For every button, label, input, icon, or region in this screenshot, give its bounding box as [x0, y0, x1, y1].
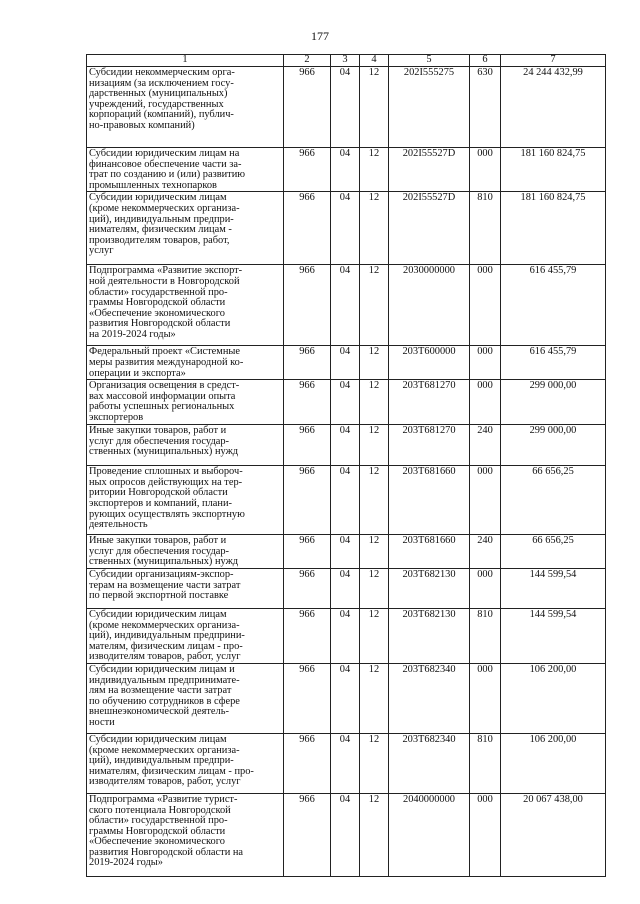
admin-code-cell — [284, 380, 331, 425]
row-name-cell-text: Организация освещения в средст- вах массовой информации опыта работы успешных региональных экспортеров — [89, 380, 240, 423]
subsection-code-cell-text: 12 — [368, 192, 380, 204]
table-row — [87, 67, 606, 148]
subsection-code-cell-text: 12 — [368, 346, 380, 358]
admin-code-cell-text: 966 — [299, 425, 315, 437]
row-name-cell-text: Федеральный проект «Системные меры развития международной ко- операции и экспорта» — [89, 346, 244, 379]
subsection-code-cell-text: 12 — [368, 148, 380, 159]
row-name-cell — [87, 380, 284, 425]
expense-type-cell — [470, 67, 501, 148]
row-name-cell-text: Субсидии юридическим лицам (кроме некоммерческих организа- ций), индивидуальным предприни- мателям, физическим лицам - про- изводителям товаров, работ, услуг — [89, 608, 245, 663]
row-name-cell-text: Подпрограмма «Развитие экспорт- ной деятельности в Новгородской области» государственной про- граммы Новгородской области «Обеспечение экономического развития Новгородской области на 2019-2024 годы» — [89, 265, 243, 340]
target-article-cell-text: 203T600000 — [402, 346, 456, 358]
row-name-cell — [87, 67, 284, 148]
section-code-cell-text: 04 — [339, 663, 351, 675]
amount-cell-text: 24 244 432,99 — [523, 67, 583, 78]
table-row — [87, 535, 606, 569]
admin-code-cell — [284, 568, 331, 608]
section-code-cell-text: 04 — [339, 466, 351, 478]
target-article-cell-text: 203T682130 — [402, 568, 456, 580]
target-article-cell — [389, 733, 470, 793]
header-cell: 4 — [360, 55, 389, 67]
subsection-code-cell-text: 12 — [368, 568, 380, 580]
row-name-cell — [87, 535, 284, 569]
table-row — [87, 346, 606, 380]
admin-code-cell-text: 966 — [299, 568, 315, 580]
expense-type-cell — [470, 535, 501, 569]
expense-type-cell — [470, 380, 501, 425]
target-article-cell-text: 2040000000 — [403, 793, 455, 805]
section-code-cell — [331, 466, 360, 535]
section-code-cell — [331, 425, 360, 466]
subsection-code-cell-text: 12 — [368, 265, 380, 277]
target-article-cell-text: 203T682340 — [402, 733, 456, 745]
expense-type-cell — [470, 568, 501, 608]
admin-code-cell-text: 966 — [299, 663, 315, 675]
amount-cell-text: 299 000,00 — [529, 380, 577, 392]
section-code-cell — [331, 67, 360, 148]
admin-code-cell-text: 966 — [299, 67, 315, 78]
admin-code-cell — [284, 663, 331, 733]
expense-type-cell — [470, 192, 501, 265]
header-cell: 5 — [389, 55, 470, 67]
expense-type-cell — [470, 346, 501, 380]
amount-cell — [501, 733, 606, 793]
admin-code-cell-text: 966 — [299, 535, 315, 547]
page-number: 177 — [311, 29, 329, 43]
table-row — [87, 466, 606, 535]
target-article-cell — [389, 192, 470, 265]
target-article-cell — [389, 67, 470, 148]
subsection-code-cell-text: 12 — [368, 466, 380, 478]
row-name-cell — [87, 265, 284, 346]
budget-table — [86, 54, 606, 877]
section-code-cell-text: 04 — [339, 67, 351, 78]
header-cell: 1 — [87, 55, 284, 67]
admin-code-cell-text: 966 — [299, 192, 315, 204]
amount-cell — [501, 663, 606, 733]
section-code-cell — [331, 568, 360, 608]
row-name-cell — [87, 793, 284, 876]
expense-type-cell-text: 000 — [477, 346, 493, 358]
table-row — [87, 425, 606, 466]
expense-type-cell-text: 240 — [477, 425, 493, 437]
table-row — [87, 265, 606, 346]
subsection-code-cell-text: 12 — [368, 535, 380, 547]
section-code-cell-text: 04 — [339, 265, 351, 277]
amount-cell — [501, 346, 606, 380]
subsection-code-cell-text: 12 — [368, 733, 380, 745]
admin-code-cell — [284, 265, 331, 346]
admin-code-cell-text: 966 — [299, 608, 315, 620]
row-name-cell-text: Подпрограмма «Развитие турист- ского потенциала Новгородской области» государственной про- граммы Новгородской области «Обеспечение экономического развития Новгородской области на 2019-2024 годы» — [89, 793, 244, 869]
target-article-cell — [389, 608, 470, 663]
admin-code-cell-text: 966 — [299, 148, 315, 159]
header-cell: 6 — [470, 55, 501, 67]
amount-cell-text: 616 455,79 — [529, 346, 577, 358]
table-row — [87, 663, 606, 733]
amount-cell — [501, 608, 606, 663]
admin-code-cell — [284, 67, 331, 148]
row-name-cell — [87, 466, 284, 535]
table-row — [87, 568, 606, 608]
amount-cell — [501, 793, 606, 876]
expense-type-cell-text: 000 — [477, 380, 493, 392]
target-article-cell-text: 203T681660 — [402, 466, 456, 478]
subsection-code-cell — [360, 192, 389, 265]
expense-type-cell — [470, 793, 501, 876]
target-article-cell — [389, 265, 470, 346]
amount-cell — [501, 466, 606, 535]
target-article-cell — [389, 663, 470, 733]
header-cell: 7 — [501, 55, 606, 67]
admin-code-cell-text: 966 — [299, 380, 315, 392]
admin-code-cell — [284, 793, 331, 876]
expense-type-cell — [470, 425, 501, 466]
expense-type-cell-text: 000 — [477, 265, 493, 277]
expense-type-cell-text: 000 — [477, 663, 493, 675]
section-code-cell — [331, 148, 360, 192]
subsection-code-cell-text: 12 — [368, 608, 380, 620]
target-article-cell-text: 2030000000 — [403, 265, 455, 277]
row-name-cell-text: Иные закупки товаров, работ и услуг для обеспечения государ- ственных (муниципальных) нужд — [89, 425, 239, 458]
expense-type-cell — [470, 608, 501, 663]
amount-cell-text: 66 656,25 — [532, 535, 574, 547]
subsection-code-cell — [360, 148, 389, 192]
section-code-cell — [331, 535, 360, 569]
expense-type-cell-text: 630 — [477, 67, 493, 78]
table-row — [87, 192, 606, 265]
section-code-cell-text: 04 — [339, 733, 351, 745]
table-row — [87, 793, 606, 876]
row-name-cell-text: Субсидии юридическим лицам на финансовое обеспечение части за- трат по созданию и (или) развитию промышленных технопарков — [89, 148, 246, 191]
section-code-cell-text: 04 — [339, 425, 351, 437]
section-code-cell-text: 04 — [339, 192, 351, 204]
admin-code-cell-text: 966 — [299, 346, 315, 358]
expense-type-cell — [470, 733, 501, 793]
amount-cell — [501, 568, 606, 608]
table-row — [87, 608, 606, 663]
target-article-cell — [389, 380, 470, 425]
target-article-cell — [389, 568, 470, 608]
target-article-cell-text: 203T681270 — [402, 425, 456, 437]
amount-cell-text: 20 067 438,00 — [523, 793, 583, 805]
admin-code-cell — [284, 466, 331, 535]
section-code-cell-text: 04 — [339, 535, 351, 547]
amount-cell-text: 299 000,00 — [529, 425, 577, 437]
admin-code-cell — [284, 425, 331, 466]
admin-code-cell-text: 966 — [299, 265, 315, 277]
subsection-code-cell-text: 12 — [368, 663, 380, 675]
subsection-code-cell — [360, 793, 389, 876]
row-name-cell-text: Субсидии юридическим лицам (кроме некоммерческих организа- ций), индивидуальным предпри- нимателям, физическим лицам - производителям товаров, работ, услуг — [89, 192, 240, 257]
section-code-cell-text: 04 — [339, 793, 351, 805]
expense-type-cell-text: 810 — [477, 192, 493, 204]
admin-code-cell — [284, 148, 331, 192]
amount-cell — [501, 148, 606, 192]
target-article-cell — [389, 148, 470, 192]
section-code-cell-text: 04 — [339, 380, 351, 392]
section-code-cell — [331, 192, 360, 265]
target-article-cell-text: 203T682130 — [402, 608, 456, 620]
amount-cell-text: 616 455,79 — [529, 265, 577, 277]
section-code-cell — [331, 733, 360, 793]
section-code-cell — [331, 793, 360, 876]
table-header-row — [87, 55, 606, 67]
amount-cell — [501, 265, 606, 346]
target-article-cell-text: 202I55527D — [402, 148, 456, 159]
target-article-cell — [389, 793, 470, 876]
amount-cell — [501, 425, 606, 466]
table-row — [87, 148, 606, 192]
subsection-code-cell-text: 12 — [368, 425, 380, 437]
section-code-cell-text: 04 — [339, 608, 351, 620]
expense-type-cell — [470, 265, 501, 346]
section-code-cell — [331, 608, 360, 663]
subsection-code-cell-text: 12 — [368, 67, 380, 78]
expense-type-cell-text: 240 — [477, 535, 493, 547]
section-code-cell — [331, 663, 360, 733]
admin-code-cell-text: 966 — [299, 733, 315, 745]
admin-code-cell — [284, 192, 331, 265]
subsection-code-cell — [360, 535, 389, 569]
amount-cell — [501, 535, 606, 569]
row-name-cell-text: Субсидии юридическим лицам (кроме некоммерческих организа- ций), индивидуальным предпри- нимателям, физическим лицам - про- изводителям товаров, работ, услуг — [89, 733, 254, 788]
section-code-cell — [331, 346, 360, 380]
table-row — [87, 733, 606, 793]
admin-code-cell — [284, 608, 331, 663]
row-name-cell — [87, 346, 284, 380]
amount-cell-text: 106 200,00 — [529, 663, 577, 675]
amount-cell-text: 181 160 824,75 — [520, 148, 586, 159]
amount-cell-text: 144 599,54 — [529, 608, 577, 620]
subsection-code-cell — [360, 380, 389, 425]
section-code-cell — [331, 265, 360, 346]
amount-cell-text: 106 200,00 — [529, 733, 577, 745]
row-name-cell — [87, 733, 284, 793]
row-name-cell-text: Субсидии организациям-экспор- терам на возмещение части затрат по первой экспортной поставке — [89, 568, 241, 602]
row-name-cell-text: Субсидии некоммерческим орга- низациям (за исключением госу- дарственных (муниципальных) учреждений, государственных корпораций (компаний), публич- но-правовых компаний) — [89, 67, 235, 131]
expense-type-cell-text: 810 — [477, 733, 493, 745]
row-name-cell — [87, 425, 284, 466]
subsection-code-cell — [360, 346, 389, 380]
header-cell: 3 — [331, 55, 360, 67]
expense-type-cell-text: 000 — [477, 568, 493, 580]
target-article-cell-text: 202I55527D — [402, 192, 456, 204]
subsection-code-cell — [360, 733, 389, 793]
row-name-cell-text: Субсидии юридическим лицам и индивидуальным предпринимате- лям на возмещение части затрат по обучению сотрудников в сфере внешнеэкономической деятель- ности — [89, 663, 240, 728]
subsection-code-cell — [360, 663, 389, 733]
expense-type-cell — [470, 663, 501, 733]
amount-cell-text: 144 599,54 — [529, 568, 577, 580]
admin-code-cell-text: 966 — [299, 793, 315, 805]
expense-type-cell — [470, 466, 501, 535]
target-article-cell-text: 203T681270 — [402, 380, 456, 392]
section-code-cell-text: 04 — [339, 346, 351, 358]
admin-code-cell — [284, 733, 331, 793]
target-article-cell-text: 202I555275 — [403, 67, 455, 78]
subsection-code-cell — [360, 568, 389, 608]
target-article-cell — [389, 535, 470, 569]
subsection-code-cell — [360, 466, 389, 535]
row-name-cell — [87, 568, 284, 608]
subsection-code-cell — [360, 425, 389, 466]
admin-code-cell — [284, 346, 331, 380]
header-cell: 2 — [284, 55, 331, 67]
target-article-cell-text: 203T681660 — [402, 535, 456, 547]
section-code-cell — [331, 380, 360, 425]
row-name-cell — [87, 663, 284, 733]
amount-cell-text: 66 656,25 — [532, 466, 574, 478]
subsection-code-cell — [360, 608, 389, 663]
expense-type-cell — [470, 148, 501, 192]
amount-cell — [501, 67, 606, 148]
subsection-code-cell-text: 12 — [368, 380, 380, 392]
subsection-code-cell — [360, 265, 389, 346]
row-name-cell — [87, 192, 284, 265]
admin-code-cell — [284, 535, 331, 569]
admin-code-cell-text: 966 — [299, 466, 315, 478]
target-article-cell — [389, 425, 470, 466]
subsection-code-cell — [360, 67, 389, 148]
row-name-cell-text: Иные закупки товаров, работ и услуг для обеспечения государ- ственных (муниципальных) нужд — [89, 535, 239, 568]
row-name-cell — [87, 148, 284, 192]
row-name-cell — [87, 608, 284, 663]
target-article-cell — [389, 346, 470, 380]
subsection-code-cell-text: 12 — [368, 793, 380, 805]
table-row — [87, 380, 606, 425]
row-name-cell-text: Проведение сплошных и выбороч- ных опросов действующих на тер- ритории Новгородской области экспортеров и компаний, плани- рующих осуществлять экспортную деятельность — [89, 466, 245, 531]
expense-type-cell-text: 000 — [477, 466, 493, 478]
expense-type-cell-text: 000 — [477, 148, 493, 159]
amount-cell — [501, 192, 606, 265]
target-article-cell — [389, 466, 470, 535]
amount-cell-text: 181 160 824,75 — [520, 192, 586, 204]
expense-type-cell-text: 810 — [477, 608, 493, 620]
expense-type-cell-text: 000 — [477, 793, 493, 805]
section-code-cell-text: 04 — [339, 148, 351, 159]
amount-cell — [501, 380, 606, 425]
target-article-cell-text: 203T682340 — [402, 663, 456, 675]
section-code-cell-text: 04 — [339, 568, 351, 580]
